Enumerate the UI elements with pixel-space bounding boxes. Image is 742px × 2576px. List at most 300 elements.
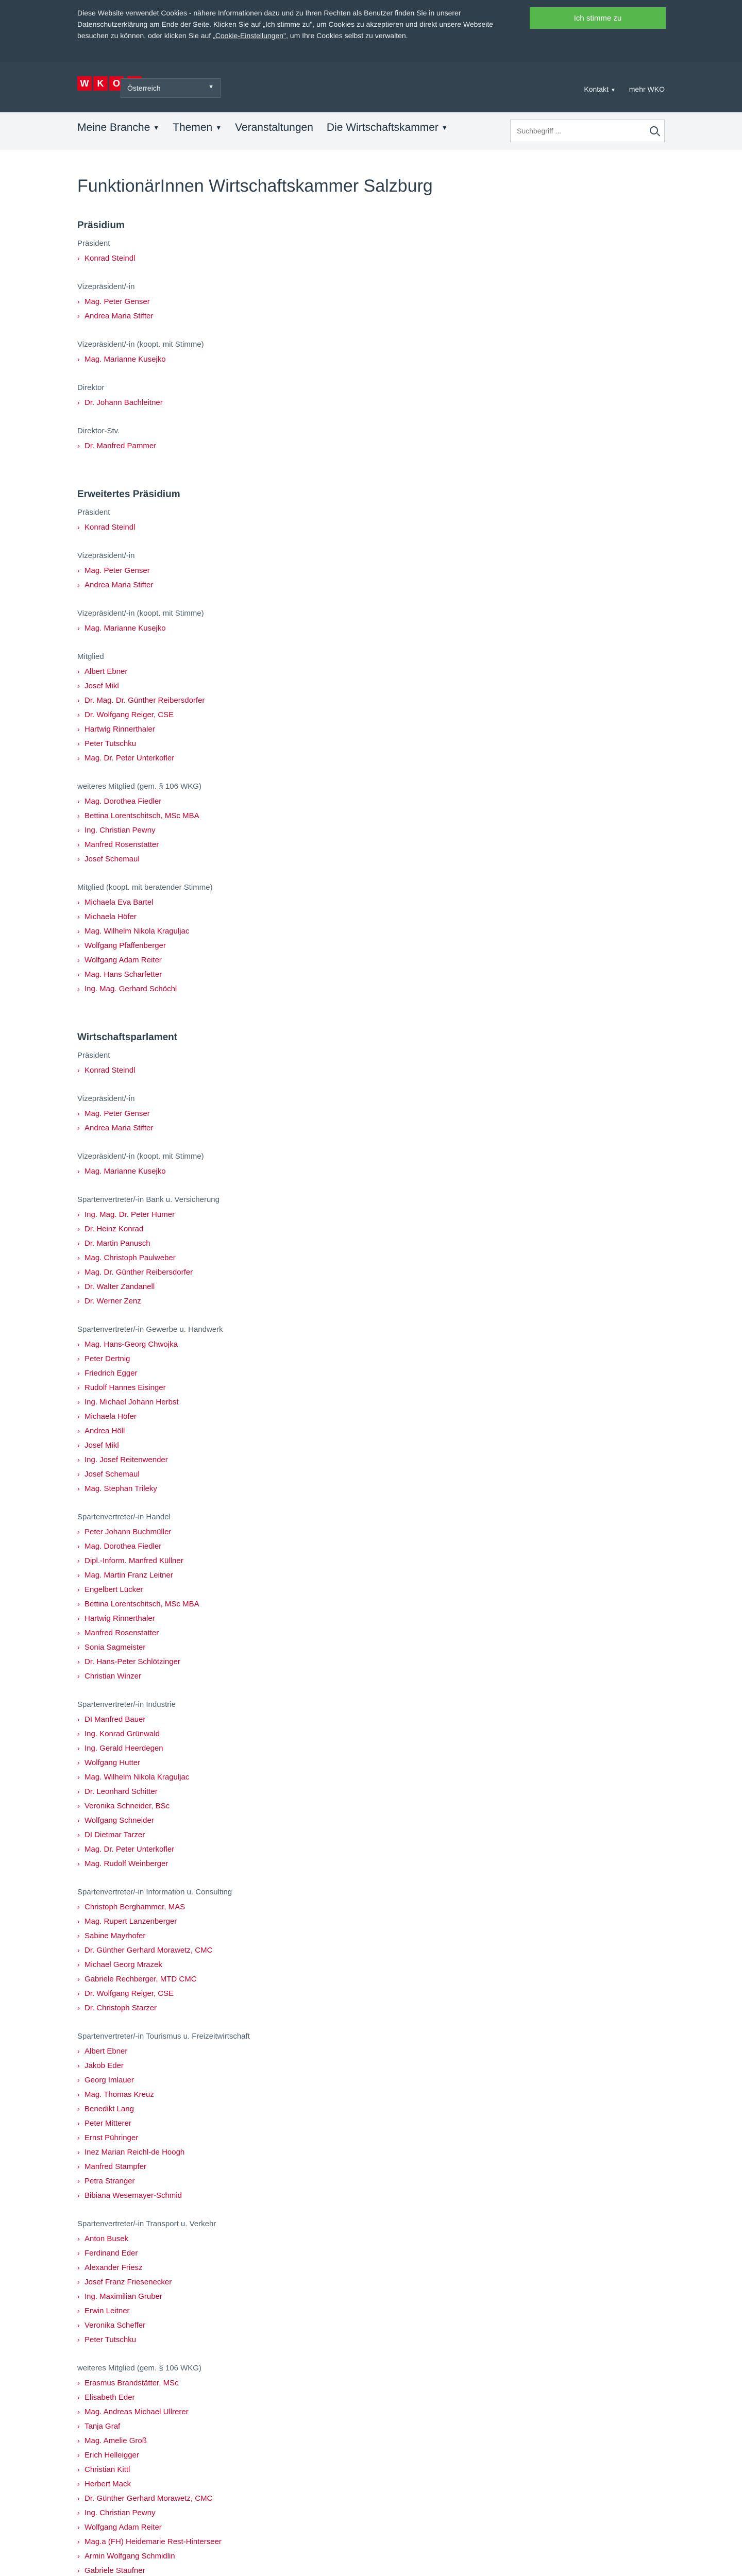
nav-item-2[interactable] <box>235 122 313 134</box>
person-name: Mag. Peter Genser <box>85 1109 150 1118</box>
person-name: Peter Johann Buchmüller <box>85 1528 172 1536</box>
person-link[interactable] <box>77 2159 665 2174</box>
person-link[interactable] <box>77 1856 665 1871</box>
person-name: Ing. Maximilian Gruber <box>85 2292 162 2301</box>
kontakt-label: Kontakt <box>584 85 609 93</box>
person-link[interactable] <box>77 2188 665 2202</box>
person-link[interactable] <box>77 1640 665 1654</box>
person-link[interactable] <box>77 2087 665 2102</box>
person-name: Bibiana Wesemayer-Schmid <box>85 2191 182 2200</box>
person-link[interactable] <box>77 953 665 967</box>
person-name: Josef Mikl <box>85 682 119 690</box>
person-link[interactable] <box>77 309 665 323</box>
person-link[interactable] <box>77 2563 665 2576</box>
chevron-right-icon: › <box>77 1802 80 1810</box>
person-name: Mag. Stephan Trileky <box>85 1484 157 1493</box>
person-link[interactable] <box>77 1943 665 1957</box>
person-link[interactable] <box>77 352 665 366</box>
logo-letter-o: O <box>109 76 124 91</box>
region-value: Österreich <box>127 84 161 92</box>
person-name: Manfred Rosenstatter <box>85 840 159 849</box>
person-name: Michaela Höfer <box>85 912 137 921</box>
chevron-right-icon: › <box>77 1946 80 1954</box>
person-link[interactable] <box>77 2433 665 2448</box>
main-content <box>77 176 665 2576</box>
person-link[interactable] <box>77 438 665 453</box>
person-link[interactable] <box>77 1597 665 1611</box>
person-name: Dr. Johann Bachleitner <box>85 398 163 407</box>
chevron-right-icon: › <box>77 2408 80 2416</box>
chevron-right-icon: › <box>77 1816 80 1824</box>
person-link[interactable] <box>77 2130 665 2145</box>
person-link[interactable] <box>77 1568 665 1582</box>
chevron-right-icon: › <box>77 2249 80 2257</box>
person-link[interactable] <box>77 1438 665 1452</box>
person-name: Mag. Wilhelm Nikola Kraguljac <box>85 1773 190 1782</box>
person-name: Josef Schemaul <box>85 1470 140 1479</box>
person-link[interactable] <box>77 1366 665 1380</box>
person-link[interactable] <box>77 2058 665 2073</box>
chevron-right-icon: › <box>77 1845 80 1853</box>
chevron-right-icon: › <box>77 811 80 820</box>
function-label: Vizepräsident/-in (koopt. mit Stimme) <box>77 340 204 349</box>
person-name: Mag. Martin Franz Leitner <box>85 1571 173 1580</box>
function-group <box>77 337 665 366</box>
function-group <box>77 1510 665 1683</box>
chevron-right-icon: › <box>77 1268 80 1276</box>
person-link[interactable] <box>77 2044 665 2058</box>
person-link[interactable] <box>77 736 665 751</box>
person-link[interactable] <box>77 2231 665 2246</box>
chevron-right-icon: › <box>77 2133 80 2142</box>
person-name: Herbert Mack <box>85 2480 131 2488</box>
person-link[interactable] <box>77 1741 665 1755</box>
chevron-right-icon: › <box>77 297 80 306</box>
person-name: Peter Dertnig <box>85 1354 130 1363</box>
chevron-right-icon: › <box>77 1282 80 1291</box>
person-link[interactable] <box>77 1928 665 1943</box>
chevron-right-icon: › <box>77 2061 80 2070</box>
person-link[interactable] <box>77 1279 665 1294</box>
person-link[interactable] <box>77 1553 665 1568</box>
chevron-right-icon: › <box>77 2148 80 2156</box>
person-link[interactable] <box>77 1164 665 1178</box>
person-link[interactable] <box>77 895 665 909</box>
person-name: Mag. Dr. Peter Unterkofler <box>85 754 175 762</box>
person-link[interactable] <box>77 2390 665 2404</box>
chevron-right-icon: › <box>77 840 80 849</box>
person-name: Erasmus Brandstätter, MSc <box>85 2379 179 2387</box>
chevron-down-icon: ▼ <box>153 124 160 132</box>
person-link[interactable] <box>77 679 665 693</box>
person-link[interactable] <box>77 722 665 736</box>
person-link[interactable] <box>77 2332 665 2347</box>
person-link[interactable] <box>77 2174 665 2188</box>
chevron-right-icon: › <box>77 2552 80 2560</box>
chevron-right-icon: › <box>77 1412 80 1420</box>
person-link[interactable] <box>77 1611 665 1625</box>
person-link[interactable] <box>77 395 665 410</box>
person-link[interactable] <box>77 2073 665 2087</box>
chevron-right-icon: › <box>77 2335 80 2344</box>
chevron-right-icon: › <box>77 1340 80 1348</box>
person-link[interactable] <box>77 1423 665 1438</box>
person-name: Michael Georg Mrazek <box>85 1960 162 1969</box>
person-name: Petra Stranger <box>85 2177 135 2185</box>
function-label: Präsident <box>77 508 110 517</box>
person-link[interactable] <box>77 1265 665 1279</box>
person-name: Mag. Marianne Kusejko <box>85 624 166 633</box>
person-link[interactable] <box>77 2477 665 2491</box>
person-link[interactable] <box>77 2303 665 2318</box>
person-link[interactable] <box>77 1409 665 1423</box>
person-link[interactable] <box>77 2001 665 2015</box>
person-link[interactable] <box>77 924 665 938</box>
function-group <box>77 280 665 323</box>
chevron-right-icon: › <box>77 1672 80 1680</box>
person-link[interactable] <box>77 1827 665 1842</box>
person-name: Dr. Wolfgang Reiger, CSE <box>85 1989 174 1998</box>
chevron-right-icon: › <box>77 1715 80 1723</box>
person-link[interactable] <box>77 1957 665 1972</box>
chevron-right-icon: › <box>77 2234 80 2243</box>
person-link[interactable] <box>77 2376 665 2390</box>
function-group <box>77 2217 665 2347</box>
function-group <box>77 2029 665 2202</box>
person-name: Albert Ebner <box>85 667 128 676</box>
chevron-right-icon: › <box>77 956 80 964</box>
person-name: Dr. Werner Zenz <box>85 1297 141 1306</box>
person-link[interactable] <box>77 1236 665 1250</box>
chevron-right-icon: › <box>77 2119 80 2127</box>
person-name: Sabine Mayrhofer <box>85 1931 146 1940</box>
function-group <box>77 2361 665 2576</box>
person-link[interactable] <box>77 520 665 534</box>
cookie-accept-button[interactable]: Ich stimme zu <box>530 7 666 29</box>
chevron-right-icon: › <box>77 581 80 589</box>
person-name: Mag. Marianne Kusejko <box>85 1167 166 1176</box>
cookie-message: Diese Website verwendet Cookies - nähere Informationen dazu und zu Ihren Rechten als Benutzer finden Sie in unserer Datenschutzerklärung am Ende der Seite. Klicken Sie auf „Ich stimme zu", um Cookies zu akzeptieren und direkt unsere Webseite besuchen zu können, oder klicken Sie auf <box>77 9 493 40</box>
person-link[interactable] <box>77 1712 665 1726</box>
person-link[interactable] <box>77 1222 665 1236</box>
person-name: Erwin Leitner <box>85 2307 130 2315</box>
person-link[interactable] <box>77 2116 665 2130</box>
cookie-settings-link[interactable]: „Cookie-Einstellungen" <box>213 31 286 40</box>
chevron-right-icon: › <box>77 1643 80 1651</box>
main-navigation <box>0 112 742 149</box>
person-link[interactable] <box>77 2462 665 2477</box>
person-link[interactable] <box>77 2260 665 2275</box>
person-name: Armin Wolfgang Schmidlin <box>85 2552 175 2561</box>
region-select[interactable] <box>121 78 221 98</box>
person-name: Wolfgang Adam Reiter <box>85 2523 162 2532</box>
nav-item-1[interactable] <box>173 122 222 134</box>
person-link[interactable] <box>77 578 665 592</box>
chevron-right-icon: › <box>77 739 80 748</box>
person-link[interactable] <box>77 1726 665 1741</box>
chevron-right-icon: › <box>77 355 80 363</box>
person-link[interactable] <box>77 1669 665 1683</box>
person-link[interactable] <box>77 1582 665 1597</box>
person-name: Konrad Steindl <box>85 254 136 263</box>
chevron-right-icon: › <box>77 1225 80 1233</box>
person-name: Peter Tutschku <box>85 2335 137 2344</box>
function-group <box>77 606 665 635</box>
person-link[interactable] <box>77 664 665 679</box>
person-link[interactable] <box>77 808 665 823</box>
person-link[interactable] <box>77 1467 665 1481</box>
function-label: Vizepräsident/-in (koopt. mit Stimme) <box>77 609 204 618</box>
chevron-right-icon: › <box>77 566 80 574</box>
person-link[interactable] <box>77 823 665 837</box>
person-link[interactable] <box>77 967 665 981</box>
person-link[interactable] <box>77 563 665 578</box>
person-link[interactable] <box>77 1842 665 1856</box>
person-link[interactable] <box>77 1900 665 1914</box>
chevron-right-icon: › <box>77 1657 80 1666</box>
person-link[interactable] <box>77 1972 665 1986</box>
person-name: Veronika Scheffer <box>85 2321 146 2330</box>
function-group <box>77 236 665 265</box>
chevron-right-icon: › <box>77 1787 80 1795</box>
search-icon[interactable] <box>650 126 658 134</box>
person-name: Mag. Thomas Kreuz <box>85 2090 154 2099</box>
function-label: Spartenvertreter/-in Gewerbe u. Handwerk <box>77 1325 223 1334</box>
search-input[interactable] <box>511 120 639 142</box>
person-name: Benedikt Lang <box>85 2105 134 2113</box>
person-name: Mag. Rudolf Weinberger <box>85 1859 168 1868</box>
person-name: Dr. Mag. Dr. Günther Reibersdorfer <box>85 696 205 705</box>
function-label: Präsident <box>77 1051 110 1060</box>
person-link[interactable] <box>77 2549 665 2563</box>
person-link[interactable] <box>77 981 665 996</box>
nav-item-label: Meine Branche <box>77 122 150 133</box>
chevron-right-icon: › <box>77 2537 80 2546</box>
function-label: Mitglied (koopt. mit beratender Stimme) <box>77 883 213 892</box>
section-1 <box>77 489 665 996</box>
person-name: Mag. Amelie Groß <box>85 2436 147 2445</box>
person-name: Manfred Rosenstatter <box>85 1629 159 1637</box>
person-link[interactable] <box>77 1654 665 1669</box>
person-link[interactable] <box>77 2404 665 2419</box>
chevron-right-icon: › <box>77 2451 80 2459</box>
person-link[interactable] <box>77 1784 665 1799</box>
person-link[interactable] <box>77 2505 665 2520</box>
chevron-right-icon: › <box>77 1210 80 1218</box>
cookie-banner <box>0 0 742 62</box>
person-link[interactable] <box>77 852 665 866</box>
chevron-right-icon: › <box>77 2278 80 2286</box>
person-link[interactable] <box>77 2520 665 2534</box>
person-link[interactable] <box>77 1625 665 1640</box>
person-link[interactable] <box>77 621 665 635</box>
person-name: Albert Ebner <box>85 2047 128 2056</box>
chevron-right-icon: › <box>77 1758 80 1767</box>
person-link[interactable] <box>77 909 665 924</box>
person-name: DI Manfred Bauer <box>85 1715 146 1724</box>
person-name: DI Dietmar Tarzer <box>85 1831 145 1839</box>
person-link[interactable] <box>77 1524 665 1539</box>
person-name: Manfred Stampfer <box>85 2162 147 2171</box>
person-name: Ernst Pühringer <box>85 2133 139 2142</box>
chevron-right-icon: › <box>77 2191 80 2199</box>
person-link[interactable] <box>77 2145 665 2159</box>
person-name: Dr. Christoph Starzer <box>85 2004 157 2012</box>
search-box <box>510 120 665 142</box>
person-link[interactable] <box>77 2275 665 2289</box>
person-link[interactable] <box>77 1106 665 1121</box>
person-link[interactable] <box>77 251 665 265</box>
person-name: Michaela Höfer <box>85 1412 137 1421</box>
chevron-right-icon: › <box>77 254 80 262</box>
person-link[interactable] <box>77 1395 665 1409</box>
person-link[interactable] <box>77 2246 665 2260</box>
function-group <box>77 1323 665 1496</box>
function-label: Mitglied <box>77 652 104 661</box>
person-name: Michaela Eva Bartel <box>85 898 154 907</box>
person-link[interactable] <box>77 1986 665 2001</box>
chevron-right-icon: › <box>77 2523 80 2531</box>
person-link[interactable] <box>77 2289 665 2303</box>
person-name: Ing. Michael Johann Herbst <box>85 1398 179 1406</box>
person-name: Konrad Steindl <box>85 1066 136 1075</box>
chevron-right-icon: › <box>77 1066 80 1074</box>
chevron-right-icon: › <box>77 1124 80 1132</box>
person-link[interactable] <box>77 751 665 765</box>
kontakt-link[interactable] <box>584 85 615 93</box>
chevron-right-icon: › <box>77 696 80 704</box>
function-group <box>77 549 665 592</box>
nav-item-0[interactable] <box>77 122 159 134</box>
person-link[interactable] <box>77 294 665 309</box>
person-link[interactable] <box>77 1799 665 1813</box>
person-link[interactable] <box>77 2318 665 2332</box>
person-name: Dr. Walter Zandanell <box>85 1282 155 1291</box>
chevron-right-icon: › <box>77 826 80 834</box>
person-name: Wolfgang Adam Reiter <box>85 956 162 964</box>
function-label: Vizepräsident/-in <box>77 551 135 560</box>
person-link[interactable] <box>77 1294 665 1308</box>
chevron-right-icon: › <box>77 1109 80 1117</box>
person-link[interactable] <box>77 2491 665 2505</box>
section-title: Präsidium <box>77 220 125 231</box>
nav-item-label: Themen <box>173 122 213 133</box>
chevron-right-icon: › <box>77 1975 80 1983</box>
person-link[interactable] <box>77 2419 665 2433</box>
person-link[interactable] <box>77 1755 665 1770</box>
person-name: Mag. Hans Scharfetter <box>85 970 162 979</box>
person-name: Dr. Martin Panusch <box>85 1239 150 1248</box>
function-label: Vizepräsident/-in <box>77 1094 135 1103</box>
person-link[interactable] <box>77 2534 665 2549</box>
section-0 <box>77 220 665 453</box>
function-label: weiteres Mitglied (gem. § 106 WKG) <box>77 782 201 791</box>
person-name: Dr. Hans-Peter Schlötzinger <box>85 1657 180 1666</box>
person-name: Bettina Lorentschitsch, MSc MBA <box>85 1600 199 1608</box>
person-name: Andrea Höll <box>85 1427 125 1435</box>
chevron-right-icon: › <box>77 2307 80 2315</box>
chevron-right-icon: › <box>77 1585 80 1594</box>
person-name: Ing. Christian Pewny <box>85 2509 156 2517</box>
function-group <box>77 1698 665 1871</box>
person-name: Christian Kittl <box>85 2465 130 2474</box>
person-link[interactable] <box>77 938 665 953</box>
person-link[interactable] <box>77 794 665 808</box>
person-name: Mag. Peter Genser <box>85 297 150 306</box>
chevron-right-icon: › <box>77 2436 80 2445</box>
chevron-right-icon: › <box>77 725 80 733</box>
person-name: Mag. Wilhelm Nikola Kraguljac <box>85 927 190 936</box>
person-link[interactable] <box>77 837 665 852</box>
chevron-right-icon: › <box>77 1369 80 1377</box>
function-label: Spartenvertreter/-in Industrie <box>77 1700 176 1709</box>
function-label: Präsident <box>77 239 110 248</box>
person-name: Christian Winzer <box>85 1672 142 1681</box>
person-link[interactable] <box>77 1121 665 1135</box>
function-group <box>77 1048 665 1077</box>
person-link[interactable] <box>77 1380 665 1395</box>
chevron-right-icon: › <box>77 1556 80 1565</box>
person-link[interactable] <box>77 1770 665 1784</box>
mehr-wko-link[interactable]: mehr WKO <box>629 85 665 93</box>
person-name: Mag. Dr. Günther Reibersdorfer <box>85 1268 193 1277</box>
nav-item-label: Veranstaltungen <box>235 122 313 133</box>
chevron-right-icon: › <box>77 2090 80 2098</box>
function-label: Spartenvertreter/-in Transport u. Verkehr <box>77 2219 216 2228</box>
person-link[interactable] <box>77 1337 665 1351</box>
chevron-down-icon: ▼ <box>610 88 616 93</box>
person-link[interactable] <box>77 2102 665 2116</box>
person-link[interactable] <box>77 707 665 722</box>
person-link[interactable] <box>77 1250 665 1265</box>
chevron-right-icon: › <box>77 667 80 675</box>
person-link[interactable] <box>77 1207 665 1222</box>
chevron-right-icon: › <box>77 2177 80 2185</box>
person-name: Josef Schemaul <box>85 855 140 863</box>
person-link[interactable] <box>77 1813 665 1827</box>
person-name: Mag. Andreas Michael Ullrerer <box>85 2408 189 2416</box>
person-link[interactable] <box>77 2448 665 2462</box>
chevron-right-icon: › <box>77 2393 80 2401</box>
person-link[interactable] <box>77 1452 665 1467</box>
top-links <box>584 85 665 93</box>
chevron-right-icon: › <box>77 2292 80 2300</box>
function-label: Direktor <box>77 383 105 392</box>
chevron-right-icon: › <box>77 2076 80 2084</box>
person-link[interactable] <box>77 693 665 707</box>
chevron-right-icon: › <box>77 2004 80 2012</box>
chevron-right-icon: › <box>77 1859 80 1868</box>
person-link[interactable] <box>77 1063 665 1077</box>
sections <box>77 220 665 2576</box>
person-name: Andrea Maria Stifter <box>85 1124 154 1132</box>
chevron-right-icon: › <box>77 523 80 531</box>
person-link[interactable] <box>77 1481 665 1496</box>
chevron-right-icon: › <box>77 2494 80 2502</box>
person-name: Sonia Sagmeister <box>85 1643 146 1652</box>
person-link[interactable] <box>77 1351 665 1366</box>
chevron-right-icon: › <box>77 927 80 935</box>
function-group <box>77 1885 665 2015</box>
person-name: Josef Franz Friesenecker <box>85 2278 172 2286</box>
page-title: FunktionärInnen Wirtschaftskammer Salzburg <box>77 176 433 196</box>
person-name: Georg Imlauer <box>85 2076 134 2084</box>
person-link[interactable] <box>77 1539 665 1553</box>
chevron-right-icon: › <box>77 1427 80 1435</box>
nav-item-3[interactable] <box>327 122 448 134</box>
person-link[interactable] <box>77 1914 665 1928</box>
person-name: Josef Mikl <box>85 1441 119 1450</box>
